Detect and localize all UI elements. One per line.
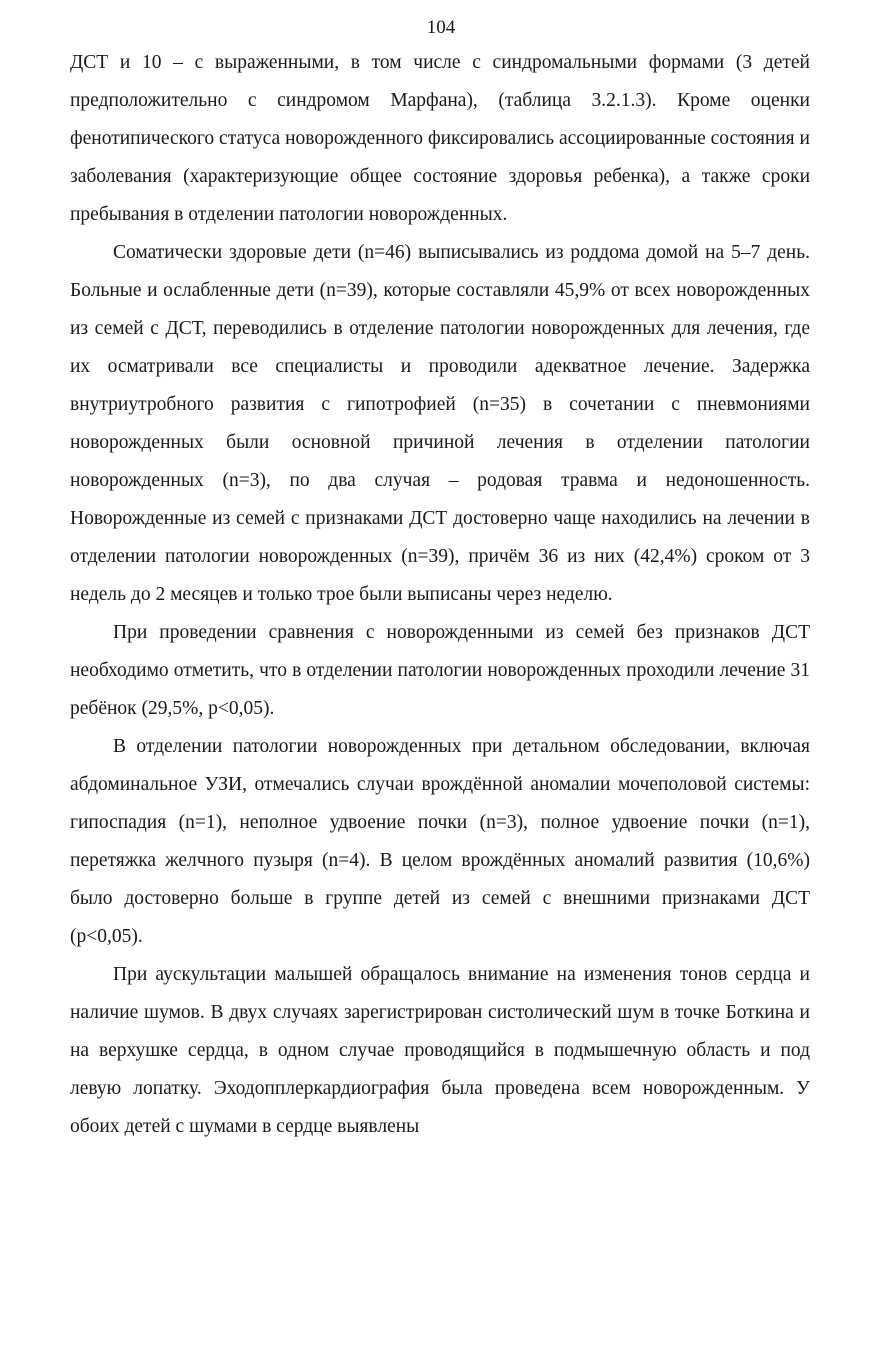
paragraph-comparison: При проведении сравнения с новорожденными из семей без признаков ДСТ необходимо отметить, что в отделении патологии новорожденных проходили лечение 31 ребёнок (29,5%, p<0,05).: [70, 622, 810, 719]
paragraph-continuation: ДСТ и 10 – с выраженными, в том числе с синдромальными формами (3 детей предположительно с синдромом Марфана), (таблица 3.2.1.3). Кроме оценки фенотипического статуса новорожденного фиксировались ассоциированные состояния и заболевания (характеризующие общее состояние здоровья ребенка), а также сроки пребывания в отделении патологии новорожденных.: [70, 52, 810, 225]
paragraph-congenital-anomalies: В отделении патологии новорожденных при детальном обследовании, включая абдоминальное УЗИ, отмечались случаи врождённой аномалии мочеполовой системы: гипоспадия (n=1), неполное удвоение почки (n=3), полное удвоение почки (n=1), перетяжка желчного пузыря (n=4). В целом врождённых аномалий развития (10,6%) было достоверно больше в группе детей из семей с внешними признаками ДСТ (p<0,05).: [70, 736, 810, 947]
paragraph-auscultation: При аускультации малышей обращалось внимание на изменения тонов сердца и наличие шумов. В двух случаях зарегистрирован систолический шум в точке Боткина и на верхушке сердца, в одном случае проводящийся в подмышечную область и под левую лопатку. Эходопплеркардиография была проведена всем новорожденным. У обоих детей с шумами в сердце выявлены: [70, 964, 810, 1137]
document-body: [70, 44, 810, 1146]
paragraph-somatic-health: Соматически здоровые дети (n=46) выписывались из роддома домой на 5–7 день. Больные и ослабленные дети (n=39), которые составляли 45,9% от всех новорожденных из семей с ДСТ, переводились в отделение патологии новорожденных для лечения, где их осматривали все специалисты и проводили адекватное лечение. Задержка внутриутробного развития с гипотрофией (n=35) в сочетании с пневмониями новорожденных были основной причиной лечения в отделении патологии новорожденных (n=3), по два случая – родовая травма и недоношенность. Новорожденные из семей с признаками ДСТ достоверно чаще находились на лечении в отделении патологии новорожденных (n=39), причём 36 из них (42,4%) сроком от 3 недель до 2 месяцев и только трое были выписаны через неделю.: [70, 242, 810, 605]
page-number: 104: [426, 17, 456, 38]
